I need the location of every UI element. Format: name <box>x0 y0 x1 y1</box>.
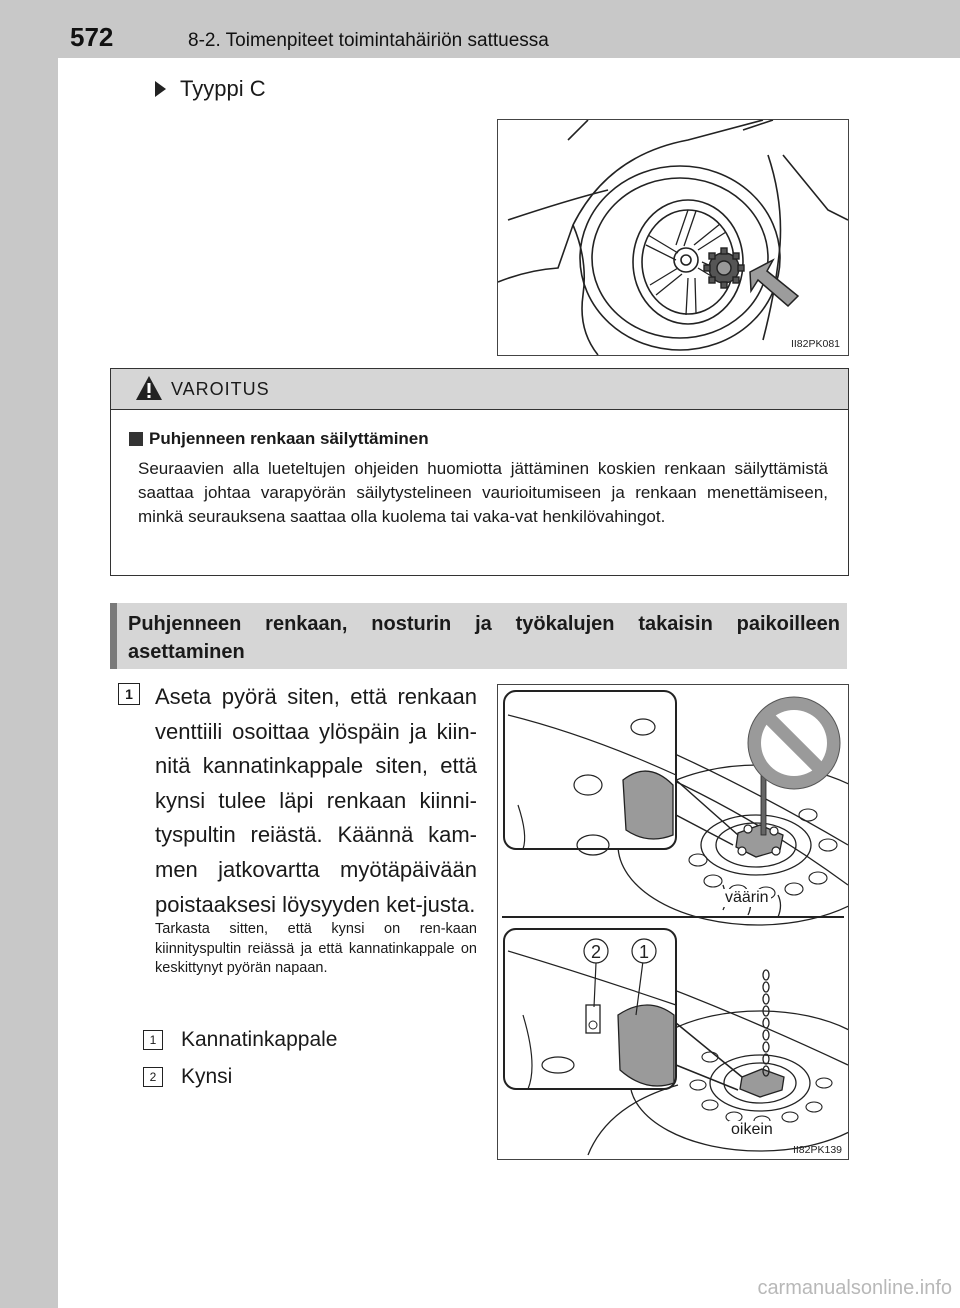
step-text: Aseta pyörä siten, että renkaan venttiili osoittaa ylöspäin ja kiin-nitä kannatinkappale siten, että kynsi tulee läpi renkaan kiinni-tyspultin reiästä. Käännä kam-men jatkovartta myötäpäivään poistaaksesi löysyyden ket-justa. <box>155 684 477 917</box>
arrow-icon <box>750 260 798 306</box>
lock-nut <box>704 248 744 288</box>
carrier-illustration <box>498 685 848 1159</box>
warning-triangle-icon <box>135 375 163 401</box>
figure-carrier-placement <box>497 684 849 1160</box>
legend-number-1: 1 <box>143 1030 163 1050</box>
warning-text: Seuraavien alla lueteltujen ohjeiden huomiotta jättäminen koskien renkaan säilyttämistä saattaa johtaa varapyörän säilytystelineen vaurioitumiseen ja renkaan menettämiseen, minkä seurauksena saattaa olla kuolema tai vaka-vat henkilövahingot. <box>138 459 828 526</box>
section-heading-text: Puhjenneen renkaan, nosturin ja työkalujen takaisin paikoilleen asettaminen <box>128 613 840 663</box>
footer-watermark: carmanualsonline.info <box>757 1277 952 1299</box>
warning-header <box>111 369 848 410</box>
figure-code: II82PK081 <box>790 338 840 350</box>
section-heading <box>110 603 847 669</box>
wheel-illustration <box>498 120 848 355</box>
label-right: oikein <box>731 1121 773 1138</box>
type-label <box>155 76 266 102</box>
page-number: 572 <box>70 22 114 52</box>
figure-code: II82PK139 <box>792 1144 842 1156</box>
warning-subtitle-text: Puhjenneen renkaan säilyttäminen <box>149 429 429 448</box>
callout-1: 1 <box>638 942 650 962</box>
side-margin-bar <box>0 0 58 1308</box>
triangle-bullet-icon <box>155 81 166 97</box>
figure-wheel-lock <box>497 119 849 356</box>
label-wrong: väärin <box>725 889 769 906</box>
callout-2: 2 <box>590 942 602 962</box>
step-number: 1 <box>118 683 140 705</box>
legend-label-1: Kannatinkappale <box>181 1028 338 1051</box>
warning-title: VAROITUS <box>171 379 270 399</box>
step-note: Tarkasta sitten, että kynsi on ren-kaan kiinnityspultin reiässä ja että kannatinkappale on keskittynyt pyörän napaan. <box>155 921 477 976</box>
heading-accent <box>110 603 117 669</box>
type-label-text: Tyyppi C <box>180 76 266 101</box>
prohibition-icon <box>748 697 840 789</box>
warning-subtitle <box>129 429 429 449</box>
warning-box <box>110 368 849 576</box>
square-bullet-icon <box>129 432 143 446</box>
legend-label-2: Kynsi <box>181 1065 233 1088</box>
section-title: 8-2. Toimenpiteet toimintahäiriön sattuessa <box>188 30 549 51</box>
legend-number-2: 2 <box>143 1067 163 1087</box>
inset-right <box>504 929 742 1090</box>
inset-wrong <box>504 691 738 855</box>
